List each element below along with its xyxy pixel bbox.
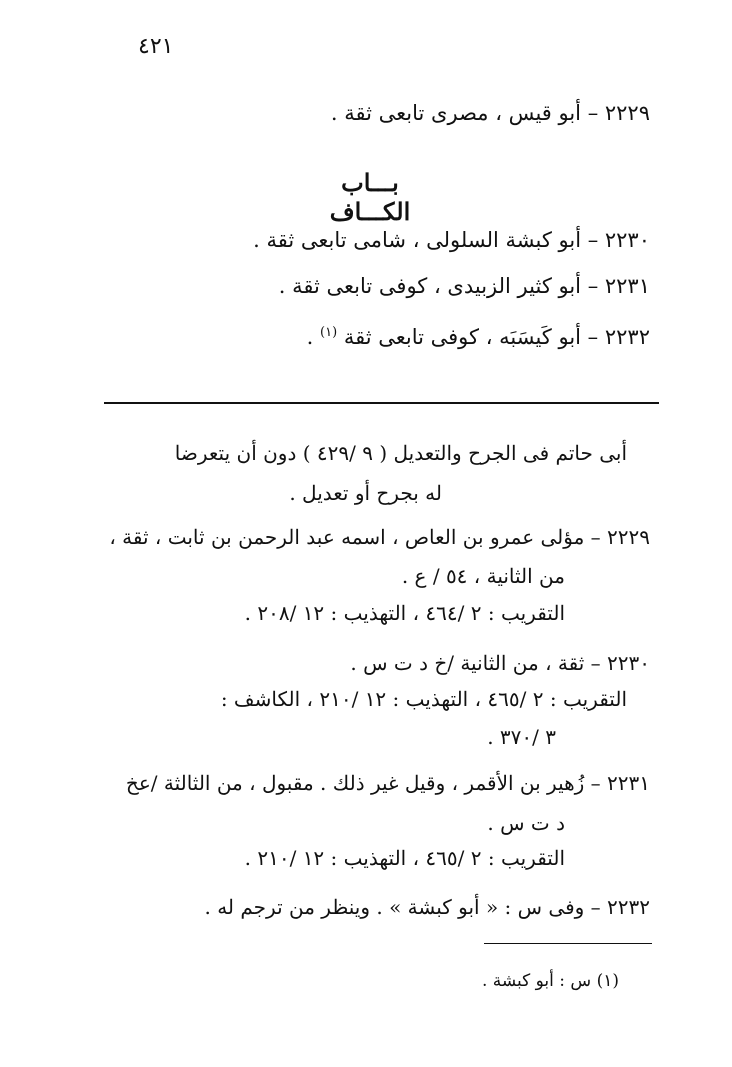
entry-2230: ٢٢٣٠ – أبو كبشة السلولى ، شامى تابعى ثقة .: [253, 228, 650, 252]
note-continuation-line-1: أبى حاتم فى الجرح والتعديل ( ٩ /٤٢٩ ) دون أن يتعرضا: [174, 441, 627, 465]
note-2230-line-1: ٢٢٣٠ – ثقة ، من الثانية /خ د ت س .: [350, 651, 650, 675]
footnote-1: (١) س : أبو كبشة .: [481, 971, 619, 991]
note-2229-line-2: من الثانية ، ٥٤ / ع .: [401, 564, 565, 588]
note-2232-line-1: ٢٢٣٢ – وفى س : « أبو كبشة » . وينظر من ترجم له .: [204, 895, 650, 919]
entry-2229: ٢٢٢٩ – أبو قيس ، مصرى تابعى ثقة .: [330, 101, 650, 125]
page-number: ٤٢١: [138, 34, 174, 59]
note-2231-line-2: د ت س .: [487, 811, 565, 835]
note-2230-line-2: التقريب : ٢ /٤٦٥ ، التهذيب : ١٢ /٢١٠ ، الكاشف :: [220, 687, 627, 711]
entry-2232-end: .: [306, 325, 314, 349]
note-2230-line-3: ٣ /٣٧٠ .: [487, 725, 556, 749]
section-heading: بـــاب الكـــاف: [329, 168, 411, 226]
main-text-divider: [104, 402, 659, 404]
note-2231-line-3: التقريب : ٢ /٤٦٥ ، التهذيب : ١٢ /٢١٠ .: [244, 846, 565, 870]
footnote-divider: [484, 943, 652, 944]
footnote-marker: (١): [320, 325, 338, 340]
note-continuation-line-2: له بجرح أو تعديل .: [289, 481, 442, 505]
note-2231-line-1: ٢٢٣١ – زُهير بن الأقمر ، وقيل غير ذلك . مقبول ، من الثالثة /عخ: [125, 771, 650, 795]
entry-2232: [307, 318, 650, 352]
note-2229-line-1: ٢٢٢٩ – مؤلى عمرو بن العاص ، اسمه عبد الرحمن بن ثابت ، ثقة ،: [109, 525, 650, 549]
entry-2232-text: ٢٢٣٢ – أبو كَيسَبَه ، كوفى تابعى ثقة: [343, 325, 650, 349]
entry-2231: ٢٢٣١ – أبو كثير الزبيدى ، كوفى تابعى ثقة .: [278, 274, 650, 298]
note-2229-line-3: التقريب : ٢ /٤٦٤ ، التهذيب : ١٢ /٢٠٨ .: [244, 601, 565, 625]
